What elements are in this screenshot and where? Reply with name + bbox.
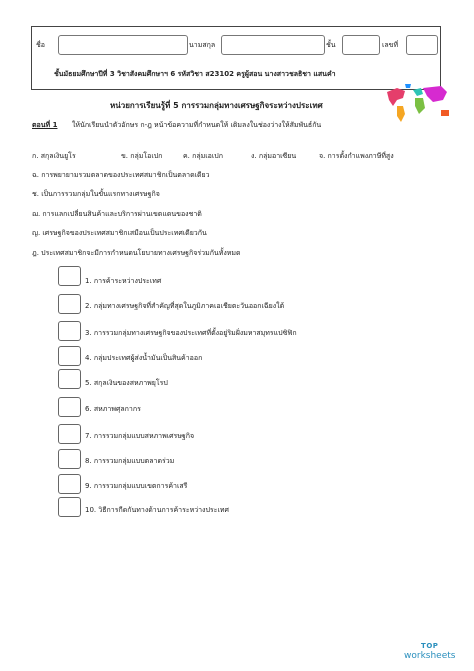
option-ko: ก. สกุลเงินยูโร [32, 152, 76, 160]
number-label: เลขที่ [382, 41, 399, 49]
answer-box-6[interactable] [58, 397, 81, 417]
answer-box-5[interactable] [58, 369, 81, 389]
question-8: 8. การรวมกลุ่มแบบตลาดร่วม [85, 457, 175, 465]
name-label: ชื่อ [36, 41, 45, 49]
question-4: 4. กลุ่มประเทศผู้ส่งน้ำมันเป็นสินค้าออก [85, 354, 203, 362]
option-cho: จ. การตั้งกำแพงภาษีที่สูง [319, 152, 394, 160]
surname-field[interactable] [221, 35, 325, 55]
answer-box-1[interactable] [58, 266, 81, 286]
instruction-text: ให้นักเรียนนำตัวอักษร ก-ฎ หน้าข้อความที่กำหนดให้ เติมลงในช่องว่างให้สัมพันธ์กัน [72, 121, 322, 129]
logo-line-2: worksheets [404, 651, 456, 661]
class-label: ชั้น [326, 41, 336, 49]
answer-box-8[interactable] [58, 449, 81, 469]
logo-line-1: TOP [421, 642, 439, 650]
option-cho-chang: ช. เป็นการรวมกลุ่มในขั้นแรกทางเศรษฐกิจ [32, 190, 160, 198]
question-3: 3. การรวมกลุ่มทางเศรษฐกิจของประเทศที่ตั้งอยู่ริมฝั่งมหาสมุทรแปซิฟิก [85, 329, 297, 337]
question-10: 10. วิธีการกีดกันทางด้านการค้าระหว่างประเทศ [85, 506, 229, 514]
option-cho-choe: ฌ. การแลกเปลี่ยนสินค้าและบริการผ่านเขตแดนของชาติ [32, 210, 202, 218]
question-2: 2. กลุ่มทางเศรษฐกิจที่สำคัญที่สุดในภูมิภาคเอเชียตะวันออกเฉียงใต้ [85, 302, 285, 310]
answer-box-3[interactable] [58, 321, 81, 341]
answer-box-10[interactable] [58, 497, 81, 517]
course-info-line: ชั้นมัธยมศึกษาปีที่ 3 วิชาสังคมศึกษาฯ 6 รหัสวิชา ส23102 ครูผู้สอน นางสาวชลธิชา แสนคำ [54, 70, 336, 78]
option-cho-ching: ฉ. การพยายามรวมตลาดของประเทศสมาชิกเป็นตลาดเดียว [32, 171, 210, 179]
answer-box-9[interactable] [58, 474, 81, 494]
student-info-box [31, 26, 441, 90]
answer-box-7[interactable] [58, 424, 81, 444]
world-map-image [383, 82, 455, 126]
question-1: 1. การค้าระหว่างประเทศ [85, 277, 162, 285]
question-9: 9. การรวมกลุ่มแบบเขตการค้าเสรี [85, 482, 188, 490]
answer-box-2[interactable] [58, 294, 81, 314]
question-5: 5. สกุลเงินของสหภาพยุโรป [85, 379, 168, 387]
answer-box-4[interactable] [58, 346, 81, 366]
option-ngo: ง. กลุ่มอาเซียน [251, 152, 297, 160]
surname-label: นามสกุล [189, 41, 216, 49]
option-kho-khwai: ค. กลุ่มเอเปก [183, 152, 223, 160]
option-kho: ข. กลุ่มโอเปก [121, 152, 163, 160]
question-7: 7. การรวมกลุ่มแบบสหภาพเศรษฐกิจ [85, 432, 195, 440]
part-label: ตอนที่ 1 [32, 121, 58, 129]
question-6: 6. สหภาพศุลกากร [85, 405, 141, 413]
page-title: หน่วยการเรียนรู้ที่ 5 การรวมกลุ่มทางเศรษฐกิจระหว่างประเทศ [110, 101, 323, 110]
top-worksheets-logo [404, 641, 455, 661]
option-do-chada: ฎ. ประเทศสมาชิกจะมีการกำหนดนโยบายทางเศรษฐกิจร่วมกันทั้งหมด [32, 249, 241, 257]
option-yo-ying: ญ. เศรษฐกิจของประเทศสมาชิกเสมือนเป็นประเทศเดียวกัน [32, 229, 207, 237]
name-field[interactable] [58, 35, 188, 55]
number-field[interactable] [406, 35, 438, 55]
class-field[interactable] [342, 35, 380, 55]
